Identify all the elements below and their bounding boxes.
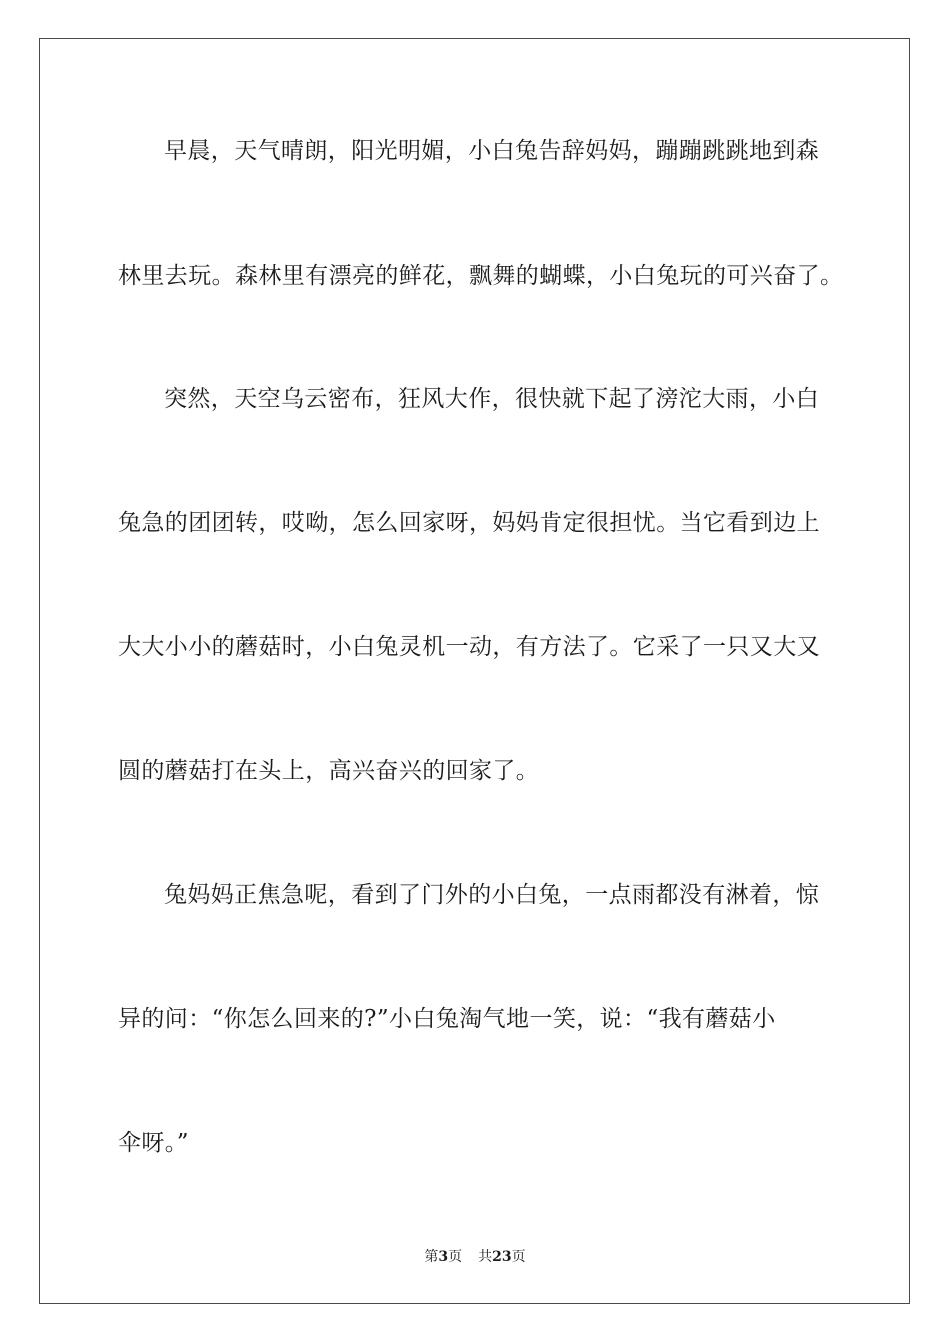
paragraph-3-line-2: 异的问：“你怎么回来的?”小白兔淘气地一笑，说：“我有蘑菇小 <box>118 1006 776 1032</box>
paragraph-1-line-1: 早晨，天气晴朗，阳光明媚，小白兔告辞妈妈，蹦蹦跳跳地到森 <box>164 138 820 164</box>
page-prefix: 第 <box>424 1249 439 1265</box>
page-suffix: 页 <box>448 1249 463 1265</box>
paragraph-3-line-1: 兔妈妈正焦急呢，看到了门外的小白兔，一点雨都没有淋着，惊 <box>164 882 820 908</box>
paragraph-1-line-2: 林里去玩。森林里有漂亮的鲜花，飘舞的蝴蝶，小白兔玩的可兴奋了。 <box>118 263 844 289</box>
paragraph-2-line-4: 圆的蘑菇打在头上，高兴奋兴的回家了。 <box>118 758 540 784</box>
paragraph-2-line-1: 突然，天空乌云密布，狂风大作，很快就下起了滂沱大雨，小白 <box>164 386 820 412</box>
page-number: 3 <box>438 1249 449 1265</box>
total-prefix: 共 <box>478 1249 493 1265</box>
total-pages: 23 <box>492 1249 512 1265</box>
page-border <box>39 38 910 1304</box>
paragraph-2-line-3: 大大小小的蘑菇时，小白兔灵机一动，有方法了。它采了一只又大又 <box>118 634 820 660</box>
paragraph-3-line-3: 伞呀。” <box>118 1130 189 1156</box>
paragraph-2-line-2: 兔急的团团转，哎呦，怎么回家呀，妈妈肯定很担忧。当它看到边上 <box>118 510 820 536</box>
page-footer <box>0 1248 950 1266</box>
total-suffix: 页 <box>511 1249 526 1265</box>
